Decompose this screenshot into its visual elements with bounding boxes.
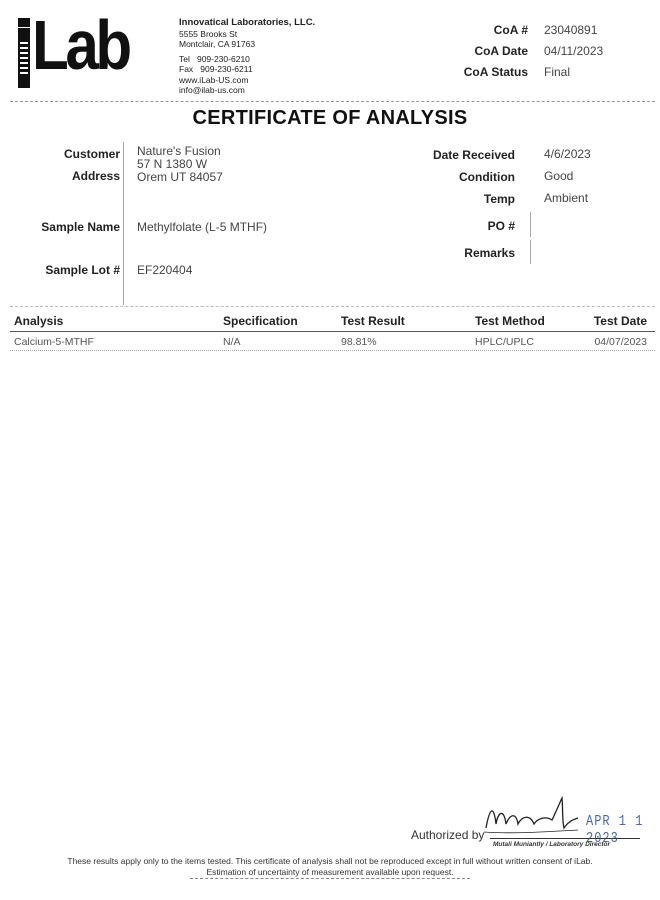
date-received: 4/6/2023	[544, 147, 591, 161]
footer-uncertainty: Estimation of uncertainty of measurement available upon request.	[206, 867, 454, 877]
cell-test-method: HPLC/UPLC	[475, 336, 534, 348]
sample-name: Methylfolate (L-5 MTHF)	[137, 220, 268, 234]
signer-name: Mutali Muniantly / Laboratory Director	[493, 841, 611, 848]
footer-rule	[190, 878, 470, 879]
company-city: Montclair, CA 91763	[179, 39, 256, 49]
signature-scribble	[482, 794, 592, 842]
results-row-rule	[10, 350, 655, 351]
company-info	[179, 18, 315, 96]
sample-name-label: Sample Name	[41, 220, 120, 234]
customer-label: Customer	[63, 147, 120, 161]
ilab-logo	[18, 6, 158, 90]
company-tel: Tel 909-230-6210	[179, 53, 250, 64]
col-test-date: Test Date	[593, 314, 647, 328]
remarks-divider	[530, 240, 531, 264]
results-header-rule	[10, 331, 655, 332]
coa-date-label: CoA Date	[474, 44, 528, 58]
logo-stripe	[20, 42, 28, 76]
customer-details	[137, 145, 223, 184]
company-street: 5555 Brooks St	[179, 28, 238, 39]
cell-test-result: 98.81%	[341, 336, 377, 348]
col-analysis: Analysis	[14, 314, 64, 328]
cell-specification: N/A	[223, 336, 241, 348]
footer-disclaimer: These results apply only to the items tested. This certificate of analysis shall not be reproduced except in full without written consent of iLab.	[67, 856, 593, 866]
col-test-result: Test Result	[341, 314, 405, 328]
company-fax: Fax 909-230-6211	[179, 64, 253, 74]
logo-i-dot	[18, 18, 30, 27]
address-line1: 57 N 1380 W	[137, 157, 208, 171]
po-label: PO #	[487, 219, 515, 233]
coa-status-label: CoA Status	[463, 65, 528, 79]
coa-status: Final	[544, 65, 571, 79]
company-name: Innovatical Laboratories, LLC.	[179, 17, 316, 28]
header-divider	[10, 101, 655, 102]
coa-date: 04/11/2023	[544, 44, 604, 58]
signature-line	[490, 838, 640, 839]
date-received-label: Date Received	[432, 148, 515, 162]
company-email: info@ilab-us.com	[179, 85, 245, 95]
company-web: www.iLab-US.com	[179, 74, 249, 85]
customer-divider	[123, 142, 124, 305]
sample-lot: EF220404	[137, 263, 193, 277]
page-title: CERTIFICATE OF ANALYSIS	[192, 107, 468, 129]
authorized-by-label: Authorized by	[411, 828, 485, 842]
cell-analysis: Calcium-5-MTHF	[14, 336, 94, 348]
condition: Good	[544, 169, 574, 183]
customer-name: Nature's Fusion	[137, 144, 221, 158]
received-date-stamp: APR 1 1 2023	[586, 813, 644, 847]
po-divider	[530, 212, 531, 237]
col-test-method: Test Method	[475, 314, 545, 328]
col-specification: Specification	[223, 314, 298, 328]
cell-test-date: 04/07/2023	[594, 336, 647, 348]
logo-text: Lab	[32, 6, 129, 84]
coa-number: 23040891	[544, 23, 598, 37]
coa-number-label: CoA #	[493, 23, 528, 37]
temp-label: Temp	[483, 192, 515, 206]
sample-lot-label: Sample Lot #	[45, 263, 120, 277]
address-label: Address	[71, 169, 120, 183]
remarks-label: Remarks	[464, 246, 515, 260]
results-top-divider	[10, 306, 655, 307]
address-line2: Orem UT 84057	[137, 170, 223, 184]
temp: Ambient	[544, 191, 589, 205]
condition-label: Condition	[459, 170, 515, 184]
